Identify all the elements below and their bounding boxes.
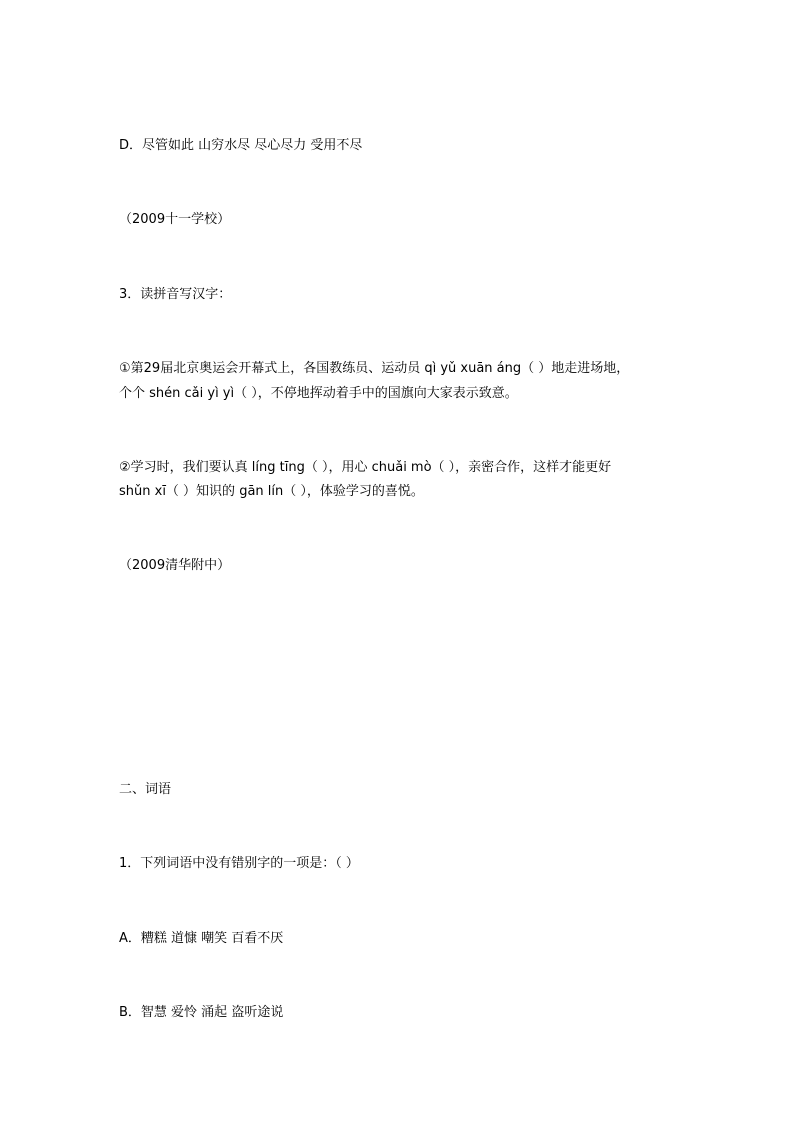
question-3-title: 3．读拼音写汉字： <box>119 287 232 302</box>
section-heading: 二、词语 <box>119 782 172 797</box>
option-a: A．糟糕 道慷 嘲笑 百看不厌 <box>119 931 284 946</box>
option-d: D．尽管如此 山穷水尽 尽心尽力 受用不尽 <box>119 138 363 153</box>
section-2-question-1: 1．下列词语中没有错别字的一项是：（ ） <box>119 856 359 871</box>
source-note: （2009十一学校） <box>119 212 231 227</box>
question-3-item-2-line-2: shǔn xī（ ）知识的 gān lín（ ），体验学习的喜悦。 <box>119 484 424 499</box>
question-3-item-2-line-1: ②学习时，我们要认真 líng tīng（ ），用心 chuǎi mò（ ），亲密合作，这样才能更好 <box>119 460 612 475</box>
question-3-item-1-line-2: 个个 shén cǎi yì yì（ ），不停地挥动着手中的国旗向大家表示致意。 <box>119 386 518 401</box>
option-b: B．智慧 爱怜 涌起 盗听途说 <box>119 1005 284 1020</box>
question-3-item-1-line-1: ①第29届北京奥运会开幕式上，各国教练员、运动员 qì yǔ xuān áng（ ）地走进场地， <box>119 361 630 376</box>
source-note: （2009清华附中） <box>119 558 231 573</box>
